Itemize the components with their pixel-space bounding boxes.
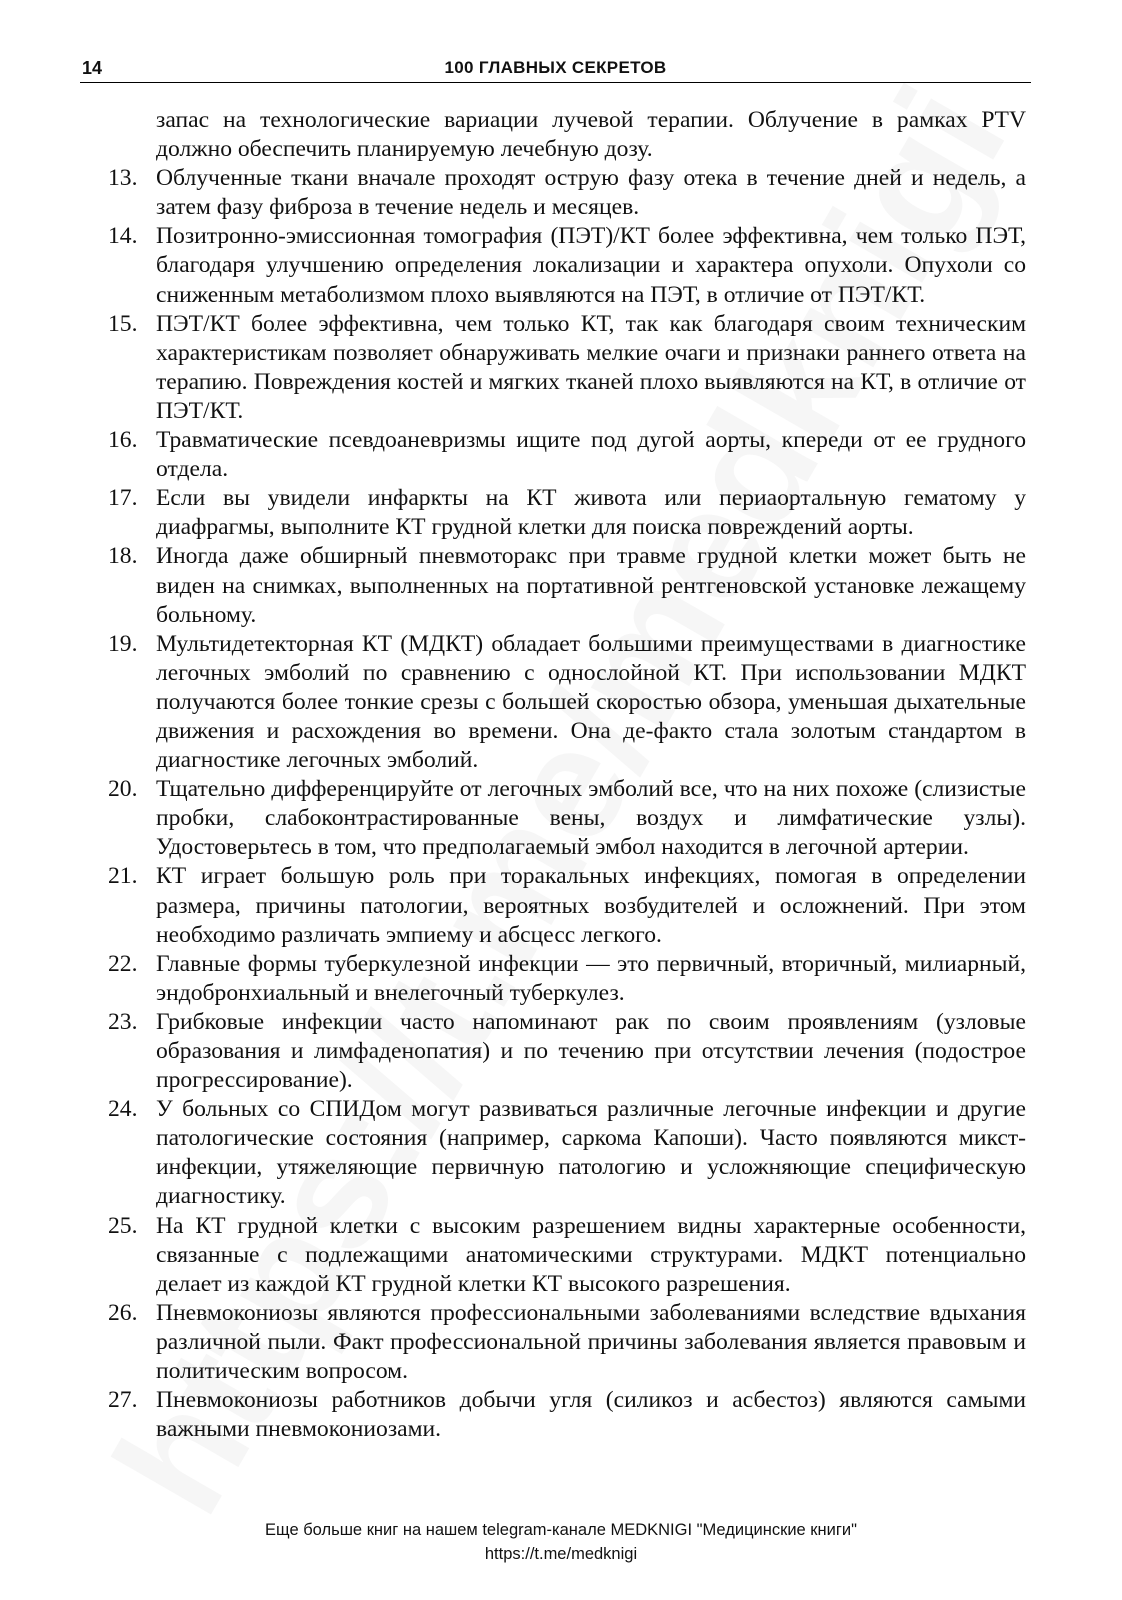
list-item-number: 19.: [108, 630, 138, 657]
list-item: [108, 1008, 1026, 1095]
list-item-text: У больных со СПИДом могут развиваться различные легочные инфекции и другие патологические состояния (например, саркома Капоши). Часто появляются микст-инфекции, утяжеляющие первичную патологию и усложняющие специфическую диагностику.: [156, 1096, 1026, 1210]
list-item: [108, 862, 1026, 949]
list-item-number: 17.: [108, 485, 138, 512]
list-item: [108, 1212, 1026, 1299]
list-item-number: 13.: [108, 165, 138, 192]
list-item-number: 27.: [108, 1387, 138, 1414]
list-item: [108, 310, 1026, 426]
list-item-text: Если вы увидели инфаркты на КТ живота или периаортальную гематому у диафрагмы, выполните КТ грудной клетки для поиска повреждений аорты.: [156, 485, 1026, 541]
list-item-text: КТ играет большую роль при торакальных инфекциях, помогая в определении размера, причины патологии, вероятных возбудителей и осложнений. При этом необходимо различать эмпиему и абсцесс легкого.: [156, 863, 1026, 948]
page-number: 14: [82, 58, 103, 78]
list-item: [108, 164, 1026, 222]
list-item: [108, 630, 1026, 775]
continuation-paragraph: запас на технологические вариации лучевой терапии. Облучение в рамках PTV должно обеспечить планируемую лечебную дозу.: [156, 107, 1026, 163]
list-item: [108, 1386, 1026, 1444]
list-item-text: Травматические псевдоаневризмы ищите под дугой аорты, кпереди от ее грудного отдела.: [156, 427, 1026, 483]
list-item-text: Грибковые инфекции часто напоминают рак по своим проявлениям (узловые образования и лимфаденопатия) и по течению при отсутствии лечения (подострое прогрессирование).: [156, 1008, 1026, 1094]
list-item: [108, 484, 1026, 542]
list-item-text: Пневмокониозы работников добычи угля (силикоз и асбестоз) являются самыми важными пневмокониозами.: [156, 1387, 1026, 1443]
list-item-number: 16.: [108, 427, 138, 454]
list-item: [108, 426, 1026, 484]
numbered-list: [108, 164, 1026, 1444]
list-item-text: Мультидетекторная КТ (МДКТ) обладает большими преимуществами в диагностике легочных эмболий по сравнению с однослойной КТ. При использовании МДКТ получаются более тонкие срезы с большей скоростью обзора, уменьшая дыхательные движения и расхождения во времени. Она де-факто стала золотым стандартом в диагностике легочных эмболий.: [156, 630, 1026, 774]
list-item: [108, 1299, 1026, 1386]
list-item-text: Пневмокониозы являются профессиональными заболеваниями вследствие вдыхания различной пыли. Факт профессиональной причины заболевания является правовым и политическим вопросом.: [156, 1299, 1026, 1385]
list-item: [108, 775, 1026, 862]
footer-promo-text: Еще больше книг на нашем telegram-канале MEDKNIGI "Медицинские книги": [265, 1521, 857, 1539]
list-item-text: Главные формы туберкулезной инфекции — это первичный, вторичный, милиарный, эндобронхиальный и внелегочный туберкулез.: [156, 950, 1026, 1006]
list-item-number: 26.: [108, 1299, 138, 1326]
page-body: [108, 106, 1026, 1444]
page-footer: [0, 1518, 1122, 1566]
list-item-number: 14.: [108, 223, 138, 250]
list-item-number: 24.: [108, 1096, 138, 1123]
list-item-text: Иногда даже обширный пневмоторакс при травме грудной клетки может быть не виден на снимках, выполненных на портативной рентгеновской установке лежащему больному.: [156, 543, 1026, 628]
list-item-number: 23.: [108, 1008, 138, 1035]
list-item: [108, 950, 1026, 1008]
list-item-number: 15.: [108, 310, 138, 337]
footer-link[interactable]: https://t.me/medknigi: [484, 1545, 638, 1563]
list-item-text: ПЭТ/КТ более эффективна, чем только КТ, так как благодаря своим техническим характеристикам позволяет обнаруживать мелкие очаги и признаки раннего ответа на терапию. Повреждения костей и мягких тканей плохо выявляются на КТ, в отличие от ПЭТ/КТ.: [156, 310, 1026, 424]
list-item-text: Позитронно-эмиссионная томография (ПЭТ)/КТ более эффективна, чем только ПЭТ, благодаря улучшению определения локализации и характера опухоли. Опухоли со сниженным метаболизмом плохо выявляются на ПЭТ, в отличие от ПЭТ/КТ.: [156, 223, 1026, 308]
list-item-number: 18.: [108, 543, 138, 570]
list-item: [108, 1095, 1026, 1211]
running-title: 100 ГЛАВНЫХ СЕКРЕТОВ: [444, 58, 667, 77]
list-item-number: 20.: [108, 776, 138, 803]
list-item-text: На КТ грудной клетки с высоким разрешением видны характерные особенности, связанные с подлежащими анатомическими структурами. МДКТ потенциально делает из каждой КТ грудной клетки КТ высокого разрешения.: [156, 1212, 1026, 1297]
list-item: [108, 222, 1026, 309]
list-item: [108, 542, 1026, 629]
page-header: [80, 56, 1031, 83]
list-item-number: 22.: [108, 950, 138, 977]
list-item-number: 21.: [108, 863, 138, 890]
list-item-number: 25.: [108, 1212, 138, 1239]
list-item-text: Тщательно дифференцируйте от легочных эмболий все, что на них похоже (слизистые пробки, слабоконтрастированные вены, воздух и лимфатические узлы). Удостоверьтесь в том, что предполагаемый эмбол находится в легочной артерии.: [156, 776, 1026, 861]
list-item-text: Облученные ткани вначале проходят острую фазу отека в течение дней и недель, а затем фазу фиброза в течение недель и месяцев.: [156, 165, 1026, 221]
